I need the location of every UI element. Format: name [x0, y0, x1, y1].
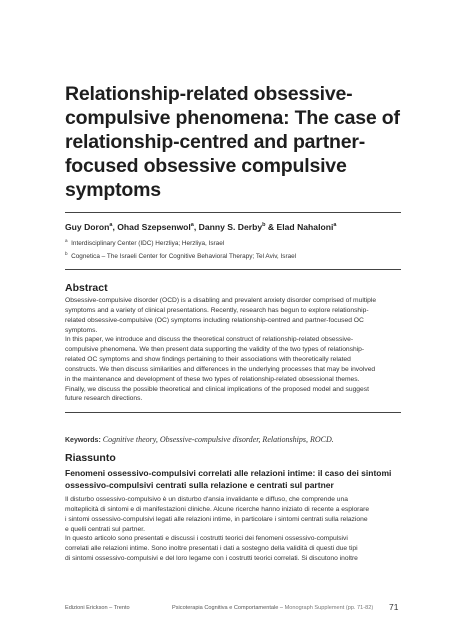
abstract-line: symptoms and a variety of clinical presentations. Recently, research has begun to explore relationship- [65, 306, 369, 314]
riassunto-line: molteplicità di sintomi e di manifestazioni cliniche. Alcune ricerche hanno iniziato di recente a esplorare [65, 505, 370, 513]
footer-journal-title: Psicoterapia Cognitiva e Comportamentale – [172, 605, 284, 611]
riassunto-line: Il disturbo ossessivo-compulsivo è un disturbo d'ansia invalidante e diffuso, che comprende una [65, 496, 348, 503]
riassunto-line: di sintomi ossessivo-compulsivi e del loro legame con i costrutti teorici correlati. Si discutono inoltre [65, 555, 358, 563]
author-name: Elad Nahaloni [276, 222, 334, 232]
abstract-line: Obsessive-compulsive disorder (OCD) is a disabling and prevalent anxiety disorder comprised of multiple [65, 297, 377, 304]
keywords-label: Keywords: [65, 437, 101, 444]
riassunto-subtitle-line: Fenomeni ossessivo-compulsivi correlati alle relazioni intime: il caso dei sintomi [65, 468, 392, 478]
affiliation-mark: a [65, 238, 68, 243]
author-affiliation-mark: b [262, 222, 266, 229]
author-name: Ohad Szepsenwol [117, 222, 191, 232]
title-divider [65, 212, 401, 213]
abstract-line: symptoms. [65, 326, 98, 334]
keywords-value: Cognitive theory, Obsessive-compulsive disorder, Relationships, ROCD. [102, 435, 334, 444]
author-affiliation-mark: a [190, 222, 194, 229]
affiliation-text: Interdisciplinary Center (IDC) Herzliya; Herzliya, Israel [71, 240, 225, 248]
footer-supplement: Monograph Supplement (pp. 71-82) [284, 605, 374, 611]
affiliation-text: Cognetica – The Israeli Center for Cognitive Behavioral Therapy; Tel Aviv, Israel [71, 252, 297, 260]
author-name: Guy Doron [65, 222, 110, 232]
page-number: 71 [389, 602, 399, 612]
abstract-line: compulsive phenomena. We then present data supporting the validity of the two types of relationship- [65, 346, 365, 354]
affiliation-mark: b [65, 250, 68, 256]
affiliation-list [65, 236, 405, 261]
abstract-line: In this paper, we introduce and discuss the theoretical construct of relationship-related obsessive- [65, 336, 354, 344]
abstract-line: in the maintenance and development of these two types of relationship-related obsessional themes. [65, 375, 360, 383]
riassunto-body [65, 495, 403, 564]
abstract-line: future research directions. [65, 395, 143, 403]
riassunto-line: i sintomi ossessivo-compulsivi legati alle relazioni intime, in particolare i sintomi centrati sulla relazione [65, 515, 368, 523]
footer-publisher: Edizioni Erickson – Trento [65, 605, 130, 611]
riassunto-line: correlati alle relazioni intime. Sono inoltre presentati i dati a sostegno della validità di questi due tipi [65, 545, 358, 553]
abstract-line: constructs. We then discuss similarities and differences in the underlying processes that may be involved [65, 365, 376, 373]
riassunto-line: In questo articolo sono presentati e discussi i costrutti teorici dei fenomeni ossessivo-compulsivi [65, 535, 348, 543]
riassunto-subtitle-line: ossessivo-compulsivi centrati sulla relazione e centrati sul partner [65, 479, 334, 490]
abstract-line: Finally, we discuss the possible theoretical and clinical implications of the proposed model and suggest [65, 385, 369, 393]
riassunto-heading: Riassunto [65, 452, 116, 464]
abstract-body [65, 296, 403, 404]
author-name: Danny S. Derby [198, 222, 263, 232]
abstract-line: related OC symptoms and show findings pertaining to their associations with theoretically related [65, 356, 351, 364]
abstract-divider [65, 412, 401, 413]
riassunto-subtitle [65, 468, 405, 491]
riassunto-line: e quelli centrati sul partner. [65, 525, 145, 533]
affiliation [65, 249, 405, 262]
abstract-heading: Abstract [65, 282, 108, 294]
section-divider [65, 269, 401, 270]
keywords [65, 435, 405, 444]
article-title: Relationship-related obsessive-compulsive phenomena: The case of relationship-centred and partner-focused obsessive compulsive symptoms [65, 83, 400, 201]
author-affiliation-mark: a [333, 222, 337, 229]
author-affiliation-mark: a [109, 222, 113, 229]
author-list: Guy Doron$^a$, Ohad Szepsenwol$^a$, Danny S. Derby$^b$ & Elad Nahaloni$^a$ [65, 222, 337, 232]
affiliation [65, 236, 405, 249]
footer-journal [172, 605, 373, 611]
abstract-line: related obsessive-compulsive (OC) symptoms including relationship-centred and partner-focused OC [65, 316, 364, 324]
